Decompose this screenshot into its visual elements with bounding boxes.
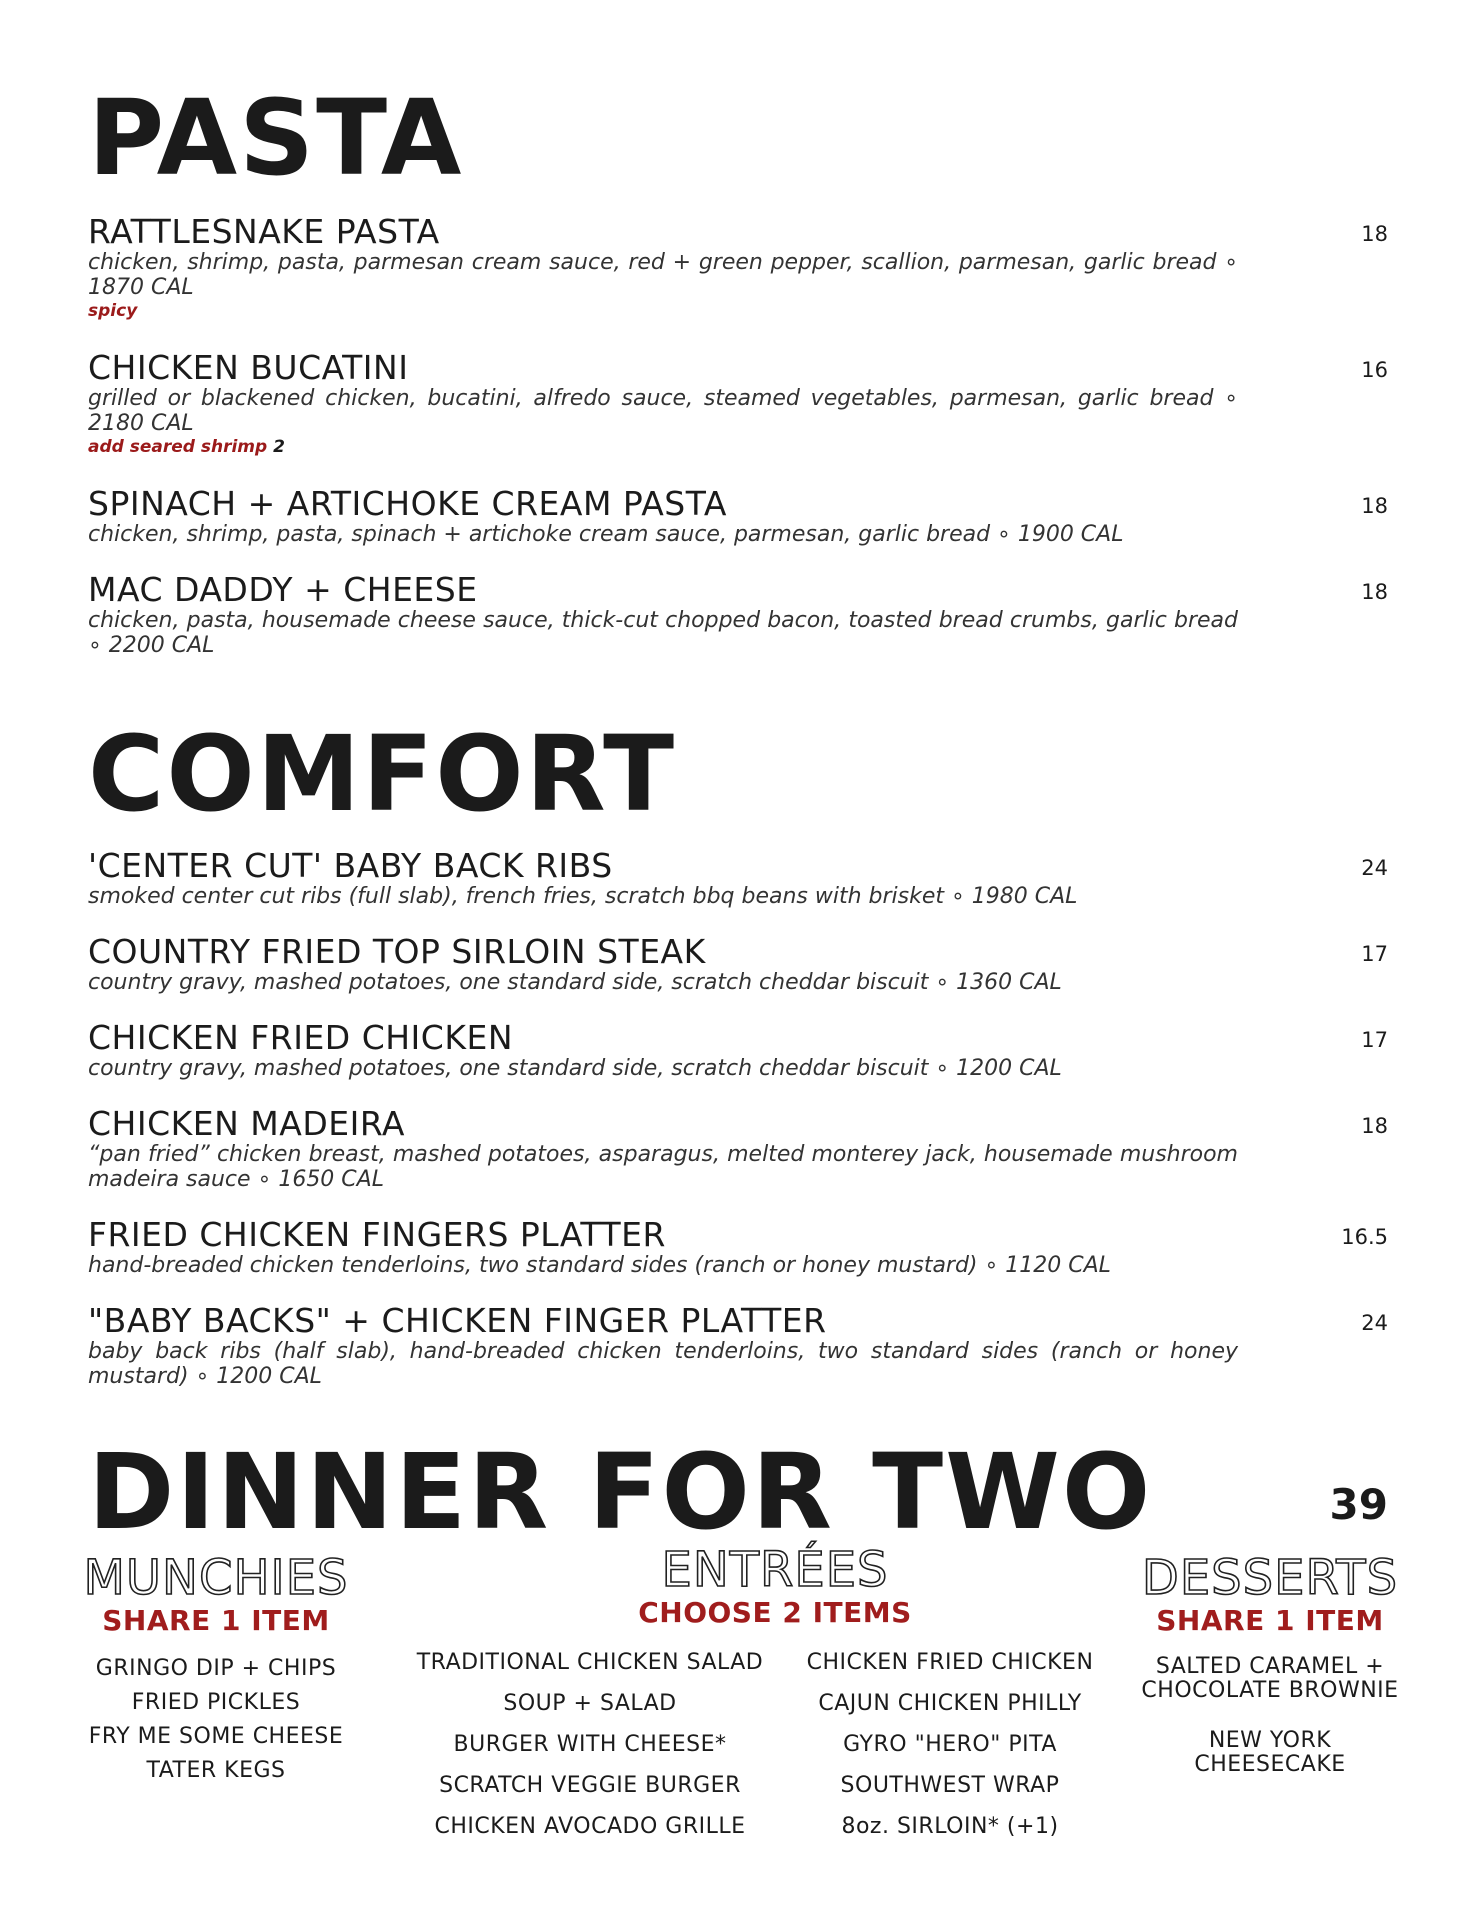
item-name: COUNTRY FRIED TOP SIRLOIN STEAK bbox=[88, 932, 706, 971]
munchies-heading: MUNCHIES bbox=[83, 1550, 349, 1606]
pasta-section-title: PASTA bbox=[88, 77, 464, 199]
list-item: BURGER WITH CHEESE* bbox=[453, 1732, 727, 1757]
item-price: 18 bbox=[1361, 222, 1388, 246]
item-description: country gravy, mashed potatoes, one standard side, scratch cheddar biscuit ∘ 1360 CAL bbox=[88, 970, 1062, 995]
item-price: 17 bbox=[1361, 942, 1388, 966]
list-item: CAJUN CHICKEN PHILLY bbox=[818, 1691, 1082, 1716]
item-name: 'CENTER CUT' BABY BACK RIBS bbox=[88, 846, 613, 885]
menu-item-mac-daddy bbox=[88, 572, 1388, 658]
item-name: CHICKEN BUCATINI bbox=[88, 348, 409, 387]
desserts-heading: DESSERTS bbox=[1141, 1550, 1399, 1606]
menu-item-chicken-fingers-platter bbox=[88, 1217, 1388, 1278]
menu-item-country-fried-steak bbox=[88, 934, 1388, 995]
entrees-heading: ENTRÉES bbox=[661, 1542, 889, 1598]
entrees-list-right bbox=[790, 1642, 1110, 1847]
item-price: 24 bbox=[1361, 856, 1388, 880]
list-item: SOUTHWEST WRAP bbox=[840, 1773, 1060, 1798]
list-item: FRY ME SOME CHEESE bbox=[88, 1724, 344, 1749]
item-name: "BABY BACKS" + CHICKEN FINGER PLATTER bbox=[88, 1301, 827, 1340]
list-item: SCRATCH VEGGIE BURGER bbox=[439, 1773, 741, 1798]
comfort-section-title: COMFORT bbox=[88, 713, 677, 835]
item-description: chicken, shrimp, pasta, parmesan cream sauce, red + green pepper, scallion, parmesan, garlic bread ∘ 1870 CAL bbox=[88, 250, 1238, 300]
dinner-for-two-price: 39 bbox=[1329, 1480, 1388, 1529]
desserts-list bbox=[1140, 1655, 1400, 1777]
list-item: CHICKEN FRIED CHICKEN bbox=[806, 1650, 1094, 1675]
list-item: TATER KEGS bbox=[146, 1758, 286, 1783]
list-item: 8oz. SIRLOIN* (+1) bbox=[841, 1814, 1059, 1839]
item-price: 16 bbox=[1361, 358, 1388, 382]
list-item: FRIED PICKLES bbox=[131, 1690, 301, 1715]
menu-item-chicken-madeira bbox=[88, 1106, 1388, 1192]
item-description: smoked center cut ribs (full slab), french fries, scratch bbq beans with brisket ∘ 1980 CAL bbox=[88, 884, 1078, 909]
menu-item-rattlesnake-pasta bbox=[88, 214, 1388, 322]
desserts-subheading: SHARE 1 ITEM bbox=[1156, 1604, 1384, 1637]
item-note bbox=[88, 436, 1388, 458]
list-item: CHICKEN AVOCADO GRILLE bbox=[434, 1814, 746, 1839]
item-description: grilled or blackened chicken, bucatini, alfredo sauce, steamed vegetables, parmesan, garlic bread ∘ 2180 CAL bbox=[88, 386, 1238, 436]
item-note: spicy bbox=[88, 301, 138, 321]
list-item: TRADITIONAL CHICKEN SALAD bbox=[416, 1650, 764, 1675]
entrees-subheading: CHOOSE 2 ITEMS bbox=[638, 1596, 912, 1629]
item-description: “pan fried” chicken breast, mashed potatoes, asparagus, melted monterey jack, housemade mushroom madeira sauce ∘ 1650 CAL bbox=[88, 1142, 1238, 1192]
menu-item-baby-backs-platter bbox=[88, 1303, 1388, 1389]
item-price: 24 bbox=[1361, 1311, 1388, 1335]
list-item: GYRO "HERO" PITA bbox=[843, 1732, 1057, 1757]
item-price: 17 bbox=[1361, 1028, 1388, 1052]
item-description: baby back ribs (half slab), hand-breaded chicken tenderloins, two standard sides (ranch or honey mustard) ∘ 1200 CAL bbox=[88, 1339, 1238, 1389]
item-price: 18 bbox=[1361, 494, 1388, 518]
note-text: add seared shrimp bbox=[88, 437, 268, 457]
item-name: MAC DADDY + CHEESE bbox=[88, 570, 478, 609]
menu-item-spinach-artichoke-pasta bbox=[88, 486, 1388, 547]
item-description: chicken, shrimp, pasta, spinach + artichoke cream sauce, parmesan, garlic bread ∘ 1900 CAL bbox=[88, 522, 1124, 547]
item-name: FRIED CHICKEN FINGERS PLATTER bbox=[88, 1215, 666, 1254]
item-description: hand-breaded chicken tenderloins, two standard sides (ranch or honey mustard) ∘ 1120 CAL bbox=[88, 1253, 1111, 1278]
item-price: 16.5 bbox=[1341, 1225, 1388, 1249]
munchies-list bbox=[76, 1652, 356, 1788]
item-name: CHICKEN MADEIRA bbox=[88, 1104, 406, 1143]
list-item: NEW YORK CHEESECAKE bbox=[1194, 1728, 1346, 1777]
item-price: 18 bbox=[1361, 1114, 1388, 1138]
item-price: 18 bbox=[1361, 580, 1388, 604]
item-name: SPINACH + ARTICHOKE CREAM PASTA bbox=[88, 484, 727, 523]
desserts-heading-block bbox=[1140, 1552, 1400, 1638]
item-description: country gravy, mashed potatoes, one standard side, scratch cheddar biscuit ∘ 1200 CAL bbox=[88, 1056, 1062, 1081]
item-name: CHICKEN FRIED CHICKEN bbox=[88, 1018, 513, 1057]
item-name: RATTLESNAKE PASTA bbox=[88, 212, 440, 251]
note-price: 2 bbox=[273, 437, 285, 457]
list-item: GRINGO DIP + CHIPS bbox=[95, 1656, 337, 1681]
menu-item-center-cut-ribs bbox=[88, 848, 1388, 909]
list-item: SOUP + SALAD bbox=[503, 1691, 677, 1716]
entrees-heading-block bbox=[590, 1544, 960, 1630]
entrees-list-left bbox=[410, 1642, 770, 1847]
item-description: chicken, pasta, housemade cheese sauce, thick-cut chopped bacon, toasted bread crumbs, garlic bread ∘ 2200 CAL bbox=[88, 608, 1238, 658]
munchies-heading-block bbox=[76, 1552, 356, 1638]
dinner-for-two-title: DINNER FOR TWO bbox=[88, 1431, 1153, 1553]
menu-item-chicken-bucatini bbox=[88, 350, 1388, 458]
menu-item-chicken-fried-chicken bbox=[88, 1020, 1388, 1081]
munchies-subheading: SHARE 1 ITEM bbox=[102, 1604, 330, 1637]
list-item: SALTED CARAMEL + CHOCOLATE BROWNIE bbox=[1141, 1654, 1399, 1703]
